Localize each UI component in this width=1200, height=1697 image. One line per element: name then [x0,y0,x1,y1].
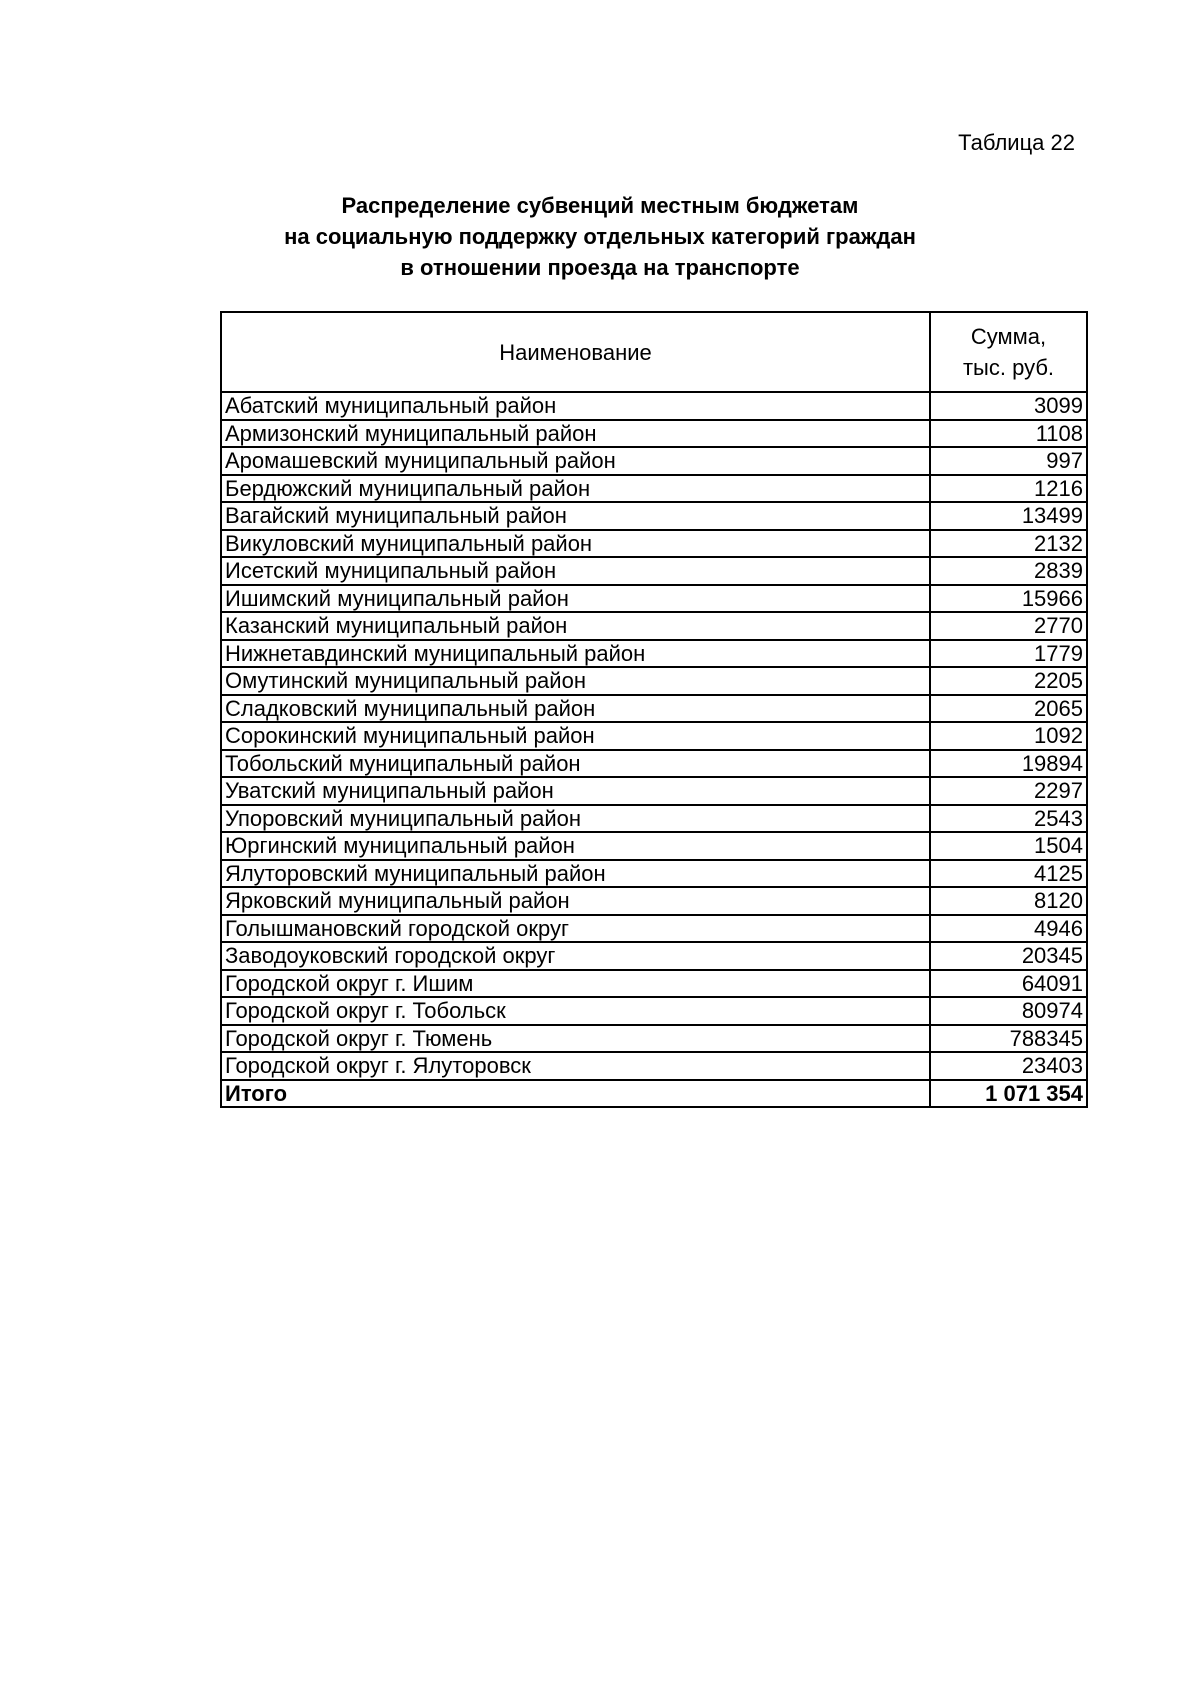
row-name: Городской округ г. Тобольск [221,997,930,1025]
row-sum: 788345 [930,1025,1087,1053]
row-name: Викуловский муниципальный район [221,530,930,558]
subvention-table [220,311,1088,1108]
row-name: Армизонский муниципальный район [221,420,930,448]
row-name: Юргинский муниципальный район [221,832,930,860]
row-sum: 2065 [930,695,1087,723]
total-label: Итого [221,1080,930,1108]
row-name: Вагайский муниципальный район [221,502,930,530]
row-name: Бердюжский муниципальный район [221,475,930,503]
table-row [221,970,1087,998]
table-row [221,887,1087,915]
table-row [221,1052,1087,1080]
row-sum: 23403 [930,1052,1087,1080]
table-row [221,392,1087,420]
row-name: Голышмановский городской округ [221,915,930,943]
row-name: Городской округ г. Ишим [221,970,930,998]
row-sum: 4946 [930,915,1087,943]
row-sum: 997 [930,447,1087,475]
table-row [221,502,1087,530]
row-sum: 1216 [930,475,1087,503]
row-sum: 15966 [930,585,1087,613]
table-row [221,915,1087,943]
header-sum-line: тыс. руб. [962,355,1055,380]
table-row [221,1025,1087,1053]
row-name: Нижнетавдинский муниципальный район [221,640,930,668]
table-row [221,667,1087,695]
row-sum: 19894 [930,750,1087,778]
header-sum-line: Сумма, [970,324,1047,349]
document-title [0,190,1200,283]
table-row [221,585,1087,613]
row-name: Упоровский муниципальный район [221,805,930,833]
table-row [221,942,1087,970]
row-sum: 2297 [930,777,1087,805]
row-name: Ишимский муниципальный район [221,585,930,613]
total-sum: 1 071 354 [930,1080,1087,1108]
table-row [221,805,1087,833]
table-row [221,722,1087,750]
row-sum: 2132 [930,530,1087,558]
row-sum: 80974 [930,997,1087,1025]
table-row [221,695,1087,723]
row-name: Казанский муниципальный район [221,612,930,640]
header-name: Наименование [221,312,930,392]
table-number-label: Таблица 22 [958,130,1075,155]
row-sum: 2770 [930,612,1087,640]
table-body [221,392,1087,1107]
table-row [221,420,1087,448]
row-sum: 1504 [930,832,1087,860]
table-row [221,640,1087,668]
row-name: Омутинский муниципальный район [221,667,930,695]
row-name: Тобольский муниципальный район [221,750,930,778]
table-row [221,447,1087,475]
title-line: на социальную поддержку отдельных категорий граждан [284,224,916,249]
table-header-row [221,312,1087,392]
table-row [221,997,1087,1025]
row-sum: 20345 [930,942,1087,970]
row-sum: 4125 [930,860,1087,888]
table-row [221,777,1087,805]
row-name: Аромашевский муниципальный район [221,447,930,475]
row-sum: 1108 [930,420,1087,448]
row-name: Уватский муниципальный район [221,777,930,805]
row-name: Городской округ г. Ялуторовск [221,1052,930,1080]
table-row [221,475,1087,503]
row-sum: 1779 [930,640,1087,668]
row-name: Абатский муниципальный район [221,392,930,420]
row-name: Городской округ г. Тюмень [221,1025,930,1053]
table-row [221,530,1087,558]
table-row [221,557,1087,585]
row-sum: 8120 [930,887,1087,915]
row-sum: 64091 [930,970,1087,998]
table-row [221,860,1087,888]
row-name: Ялуторовский муниципальный район [221,860,930,888]
title-line: Распределение субвенций местным бюджетам [341,193,859,218]
row-sum: 1092 [930,722,1087,750]
row-name: Заводоуковский городской округ [221,942,930,970]
row-sum: 3099 [930,392,1087,420]
row-sum: 2205 [930,667,1087,695]
table-row [221,832,1087,860]
table-row [221,750,1087,778]
row-sum: 2839 [930,557,1087,585]
row-sum: 13499 [930,502,1087,530]
row-name: Сладковский муниципальный район [221,695,930,723]
row-name: Исетский муниципальный район [221,557,930,585]
row-sum: 2543 [930,805,1087,833]
table-row [221,612,1087,640]
row-name: Ярковский муниципальный район [221,887,930,915]
total-row [221,1080,1087,1108]
row-name: Сорокинский муниципальный район [221,722,930,750]
title-line: в отношении проезда на транспорте [400,255,800,280]
header-sum [930,312,1087,392]
